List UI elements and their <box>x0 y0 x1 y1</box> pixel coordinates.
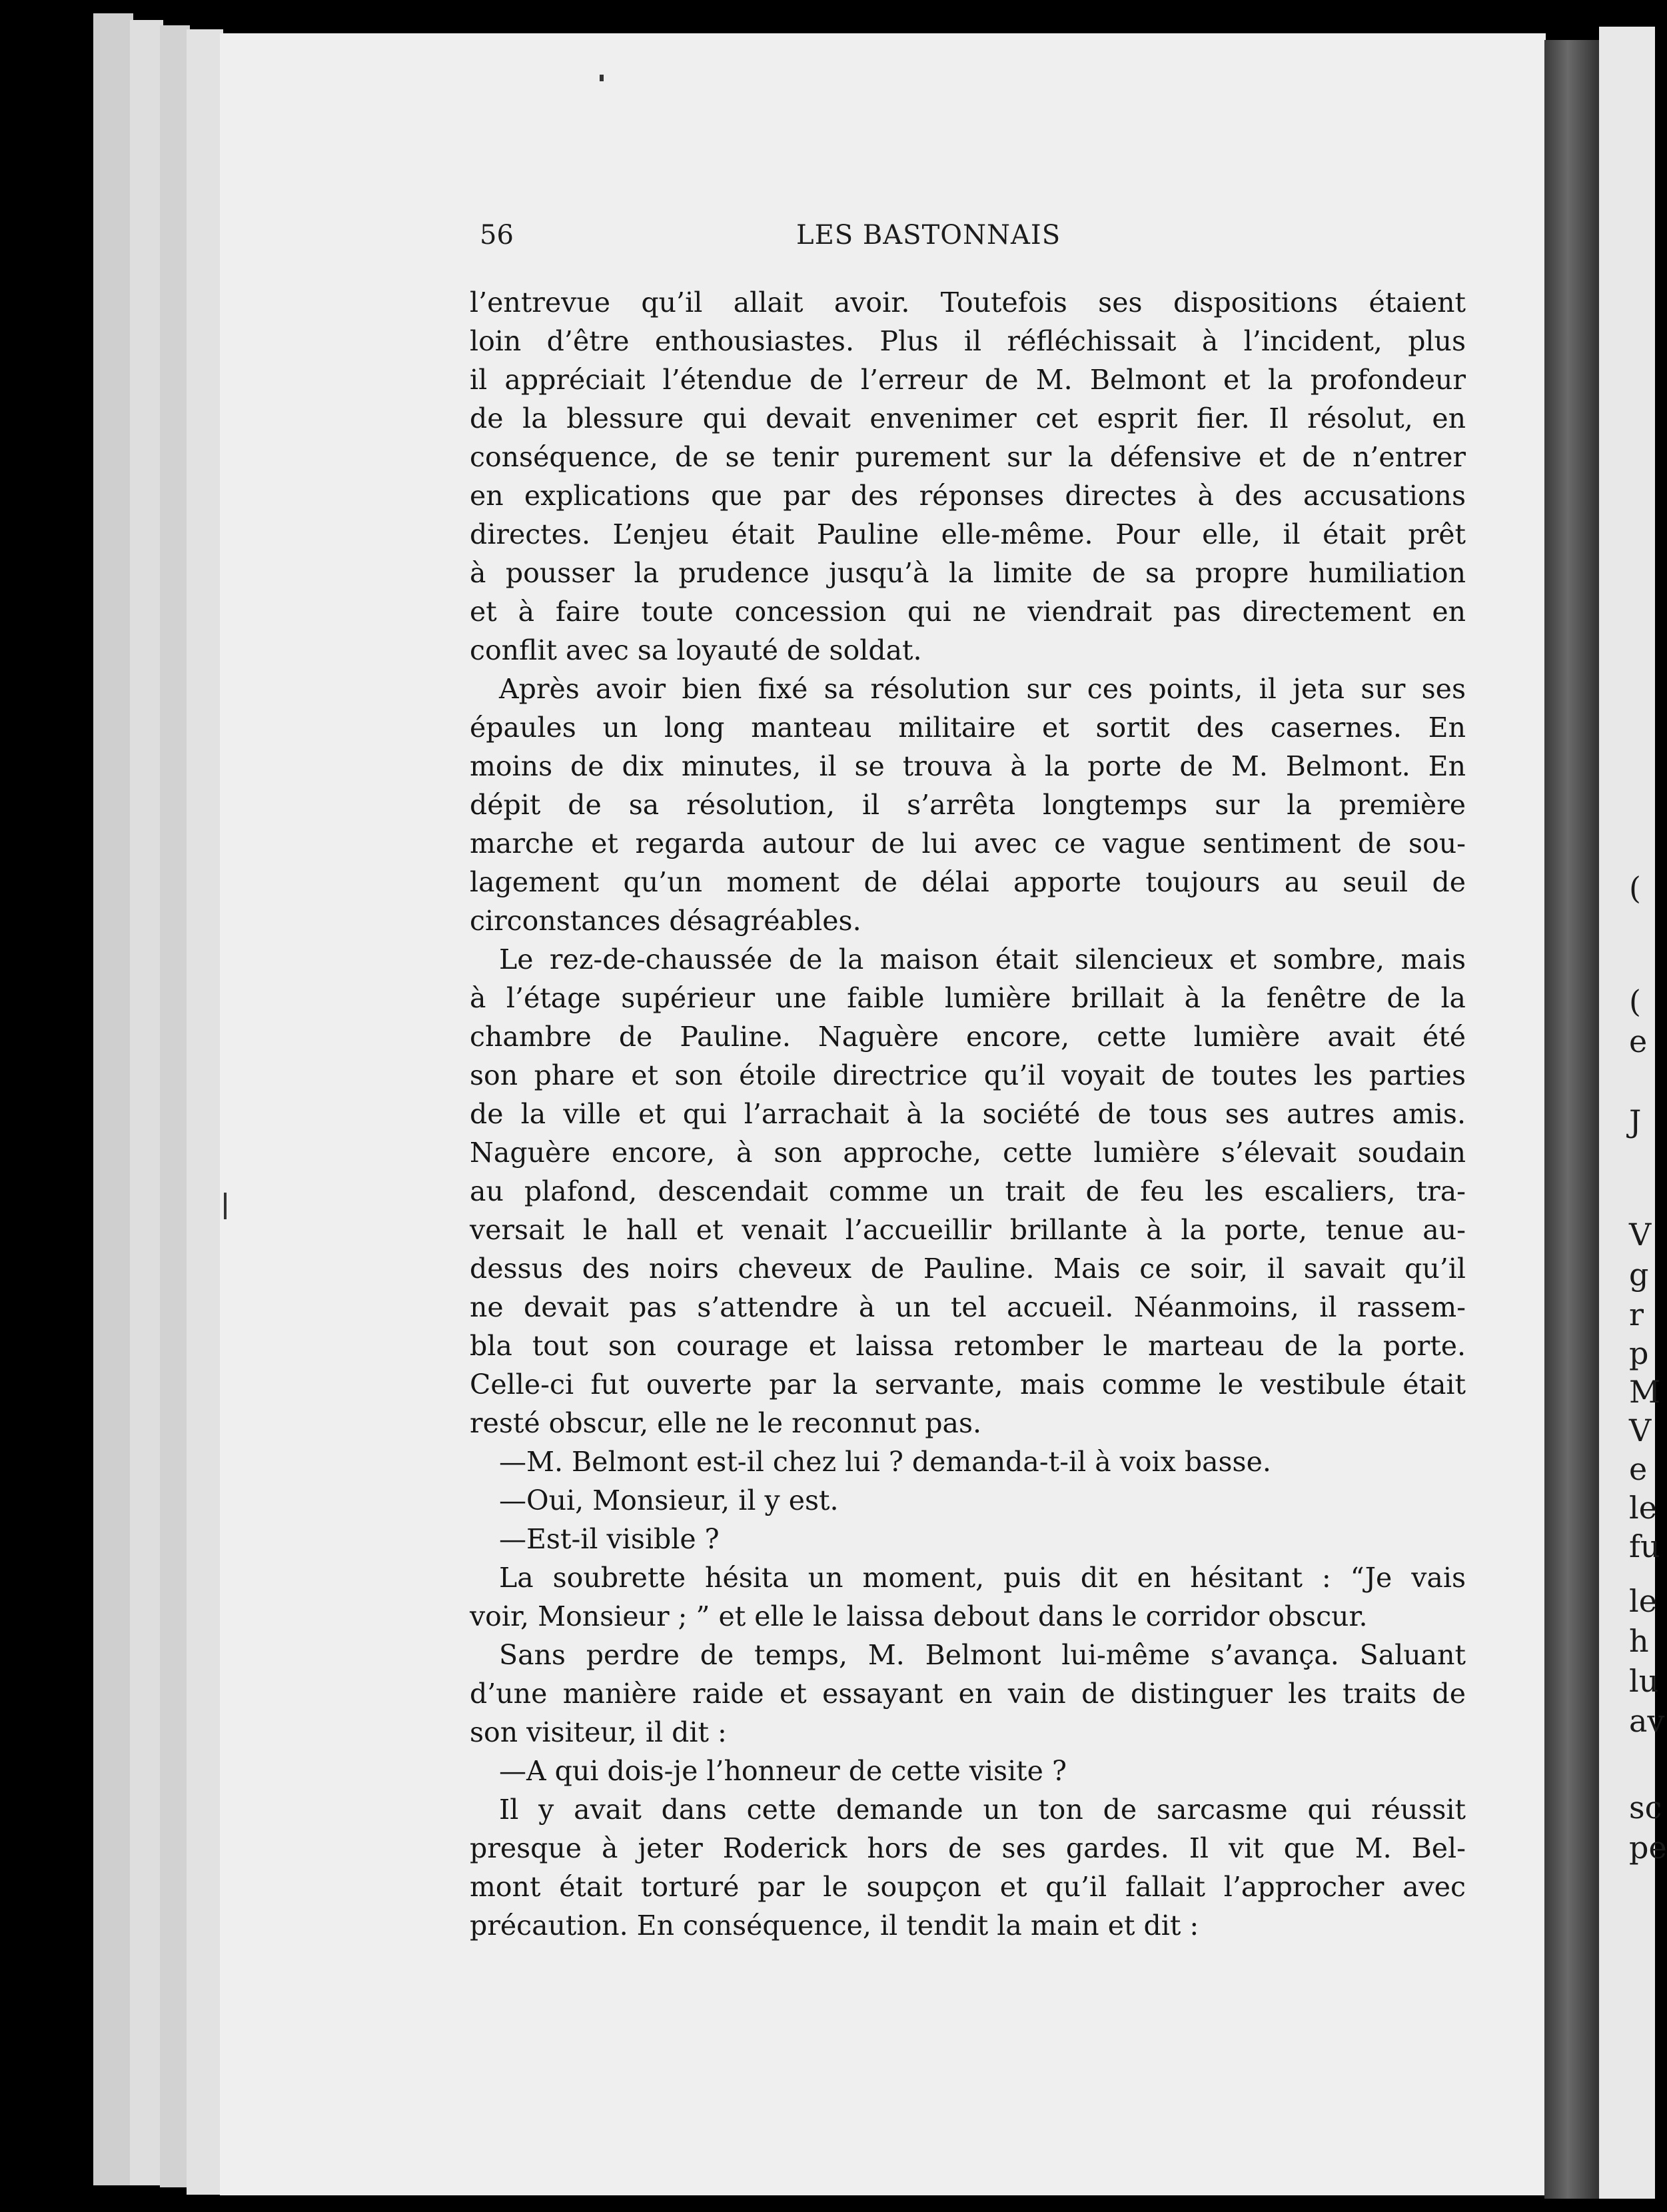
body-text <box>470 283 1466 1945</box>
next-page-fragment: ( <box>1629 870 1641 906</box>
text-line: marche et regarda autour de lui avec ce vague sentiment de sou- <box>470 828 1466 859</box>
next-page-fragment: le <box>1629 1490 1657 1526</box>
scan-speck <box>600 75 604 81</box>
text-line: Naguère encore, à son approche, cette lumière s’élevait soudain <box>470 1137 1466 1169</box>
text-line: resté obscur, elle ne le reconnut pas. <box>470 1407 982 1439</box>
page-edge <box>187 29 223 2195</box>
text-line: —Est-il visible ? <box>499 1523 720 1555</box>
text-line: —A qui dois-je l’honneur de cette visite ? <box>499 1755 1067 1787</box>
text-line: conséquence, de se tenir purement sur la défensive et de n’entrer <box>470 441 1466 473</box>
text-line: Sans perdre de temps, M. Belmont lui-même s’avança. Saluant <box>499 1639 1466 1671</box>
text-line: l’entrevue qu’il allait avoir. Toutefois ses dispositions étaient <box>470 286 1466 318</box>
text-line: bla tout son courage et laissa retomber le marteau de la porte. <box>470 1330 1466 1362</box>
next-page-fragment: r <box>1629 1297 1644 1333</box>
page-edge <box>130 20 163 2185</box>
text-line: d’une manière raide et essayant en vain de distinguer les traits de <box>470 1678 1466 1710</box>
text-line: —Oui, Monsieur, il y est. <box>499 1484 839 1516</box>
next-page-fragment: V <box>1629 1217 1652 1253</box>
text-line: versait le hall et venait l’accueillir brillante à la porte, tenue au- <box>470 1214 1466 1246</box>
text-line: il appréciait l’étendue de l’erreur de M. Belmont et la profondeur <box>470 364 1466 396</box>
text-line: précaution. En conséquence, il tendit la main et dit : <box>470 1910 1199 1941</box>
text-line: son phare et son étoile directrice qu’il voyait de toutes les parties <box>470 1059 1466 1091</box>
text-line: conflit avec sa loyauté de soldat. <box>470 634 922 666</box>
text-line: à pousser la prudence jusqu’à la limite de sa propre humiliation <box>470 557 1466 589</box>
text-line: La soubrette hésita un moment, puis dit en hésitant : “Je vais <box>499 1562 1466 1594</box>
text-line: épaules un long manteau militaire et sortit des casernes. En <box>470 712 1466 744</box>
page-edge <box>160 25 190 2187</box>
adjacent-page-edge <box>1599 27 1655 2199</box>
text-line: moins de dix minutes, il se trouva à la porte de M. Belmont. En <box>470 750 1466 782</box>
text-line: mont était torturé par le soupçon et qu’il fallait l’approcher avec <box>470 1871 1466 1903</box>
text-line: au plafond, descendait comme un trait de feu les escaliers, tra- <box>470 1175 1466 1207</box>
next-page-fragment: sc <box>1629 1790 1662 1826</box>
next-page-fragment: lu <box>1629 1663 1659 1699</box>
text-line: de la ville et qui l’arrachait à la société de tous ses autres amis. <box>470 1098 1466 1130</box>
text-line: —M. Belmont est-il chez lui ? demanda-t-il à voix basse. <box>499 1446 1271 1478</box>
running-head: LES BASTONNAIS <box>796 220 1061 251</box>
scan-speck <box>224 1193 227 1219</box>
text-line: son visiteur, il dit : <box>470 1716 727 1748</box>
text-line: dessus des noirs cheveux de Pauline. Mais ce soir, il savait qu’il <box>470 1253 1466 1285</box>
text-line: presque à jeter Roderick hors de ses gardes. Il vit que M. Bel- <box>470 1832 1466 1864</box>
text-line: circonstances désagréables. <box>470 905 861 937</box>
text-line: Le rez-de-chaussée de la maison était silencieux et sombre, mais <box>499 943 1466 975</box>
text-line: dépit de sa résolution, il s’arrêta longtemps sur la première <box>470 789 1466 821</box>
text-line: Il y avait dans cette demande un ton de sarcasme qui réussit <box>499 1794 1466 1826</box>
page-number: 56 <box>480 220 514 251</box>
next-page-fragment: J <box>1629 1103 1642 1139</box>
text-line: directes. L’enjeu était Pauline elle-même. Pour elle, il était prêt <box>470 518 1466 550</box>
page-edge <box>93 13 133 2185</box>
text-line: ne devait pas s’attendre à un tel accueil. Néanmoins, il rassem- <box>470 1291 1466 1323</box>
next-page-fragment: p <box>1629 1335 1649 1371</box>
next-page-fragment: pe <box>1629 1830 1667 1866</box>
text-line: et à faire toute concession qui ne viendrait pas directement en <box>470 596 1466 628</box>
text-line: Celle-ci fut ouverte par la servante, mais comme le vestibule était <box>470 1369 1466 1400</box>
text-line: lagement qu’un moment de délai apporte toujours au seuil de <box>470 866 1466 898</box>
text-line: à l’étage supérieur une faible lumière brillait à la fenêtre de la <box>470 982 1466 1014</box>
next-page-fragment: V <box>1629 1412 1652 1448</box>
book-gutter <box>1544 40 1603 2199</box>
next-page-fragment: le <box>1629 1583 1657 1619</box>
text-line: de la blessure qui devait envenimer cet esprit fier. Il résolut, en <box>470 402 1466 434</box>
text-line: voir, Monsieur ; ” et elle le laissa debout dans le corridor obscur. <box>470 1600 1368 1632</box>
next-page-fragment: e <box>1629 1451 1648 1487</box>
text-line: chambre de Pauline. Naguère encore, cette lumière avait été <box>470 1021 1466 1053</box>
next-page-fragment: fu <box>1629 1528 1660 1564</box>
text-line: Après avoir bien fixé sa résolution sur ces points, il jeta sur ses <box>499 673 1466 705</box>
next-page-fragment: h <box>1629 1623 1649 1659</box>
next-page-fragment: e <box>1629 1023 1648 1059</box>
next-page-fragment: ( <box>1629 983 1641 1019</box>
next-page-fragment: g <box>1629 1257 1649 1293</box>
text-line: en explications que par des réponses directes à des accusations <box>470 480 1466 512</box>
next-page-fragment: M <box>1629 1374 1661 1410</box>
next-page-fragment: av <box>1629 1703 1665 1739</box>
text-line: loin d’être enthousiastes. Plus il réfléchissait à l’incident, plus <box>470 325 1466 357</box>
